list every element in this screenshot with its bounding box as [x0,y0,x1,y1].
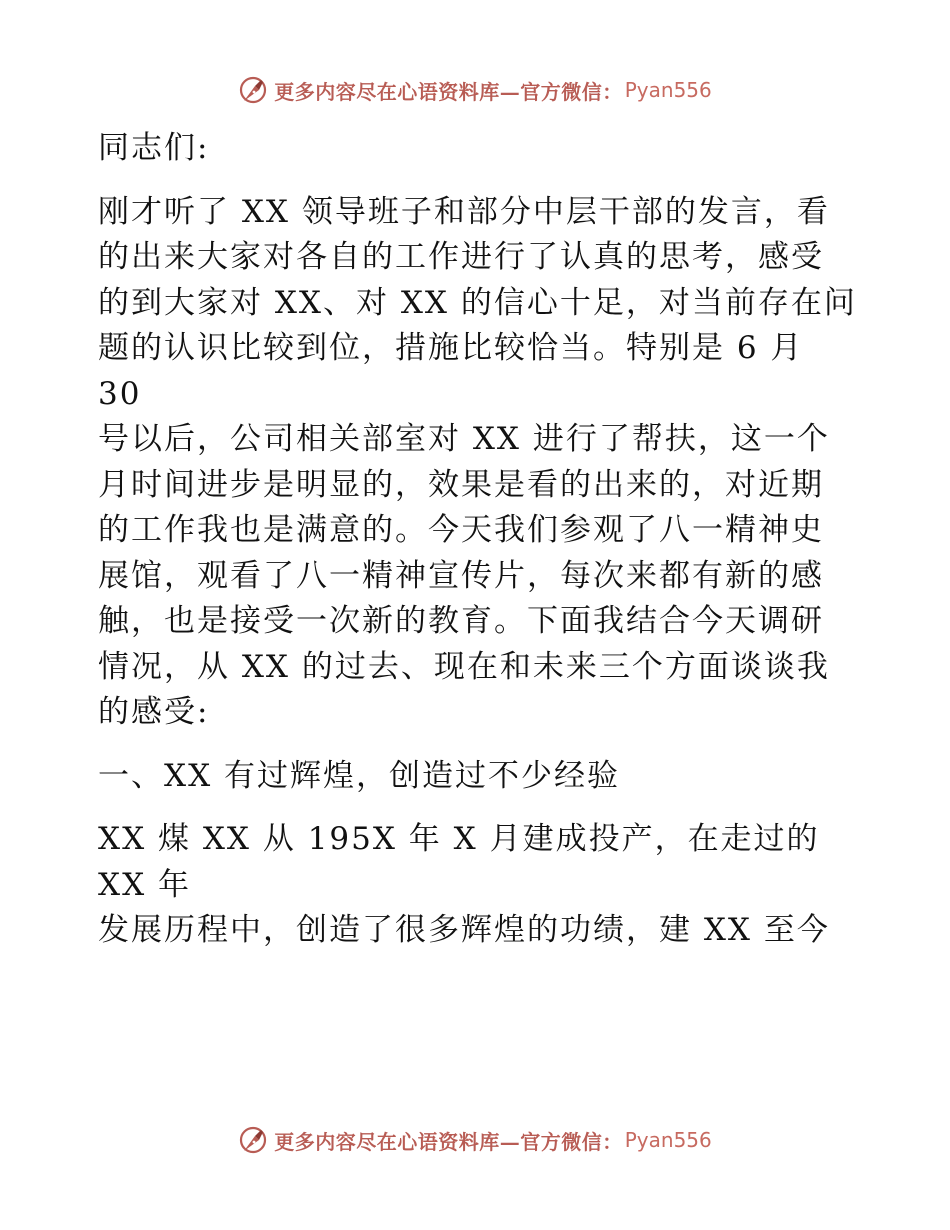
footer-watermark [0,1122,950,1158]
pen-nib-logo-icon [238,75,268,105]
document-body [98,126,858,954]
salutation: 同志们: [98,130,210,166]
paragraph-intro: 刚才听了 XX 领导班子和部分中层干部的发言，看 的出来大家对各自的工作进行了认真的思考，感受 的到大家对 XX、对 XX 的信心十足，对当前存在问 题的认识比较到位，措施比较恰当。特别是 6 月 30 号以后，公司相关部室对 XX 进行了帮扶，这一个 月时间进步是明显的，效果是看的出来的，对近期 的工作我也是满意的。今天我们参观了八一精神史 展馆，观看了八一精神宣传片，每次来都有新的感 触，也是接受一次新的教育。下面我结合今天调研 情况，从 XX 的过去、现在和未来三个方面谈谈我 的感受: [98,193,857,730]
section-heading-1: 一、XX 有过辉煌，创造过不少经验 [98,757,620,794]
watermark-wechat-id: Pyan556 [624,1128,712,1152]
watermark-text: 更多内容尽在心语资料库—官方微信： [274,79,623,104]
watermark-text: 更多内容尽在心语资料库—官方微信： [274,1129,623,1154]
header-watermark [0,72,950,108]
paragraph-history: XX 煤 XX 从 195X 年 X 月建成投产，在走过的 XX 年 发展历程中，创造了很多辉煌的功绩，建 XX 至今 [98,821,830,948]
pen-nib-logo-icon [238,1125,268,1155]
watermark-wechat-id: Pyan556 [624,78,712,102]
